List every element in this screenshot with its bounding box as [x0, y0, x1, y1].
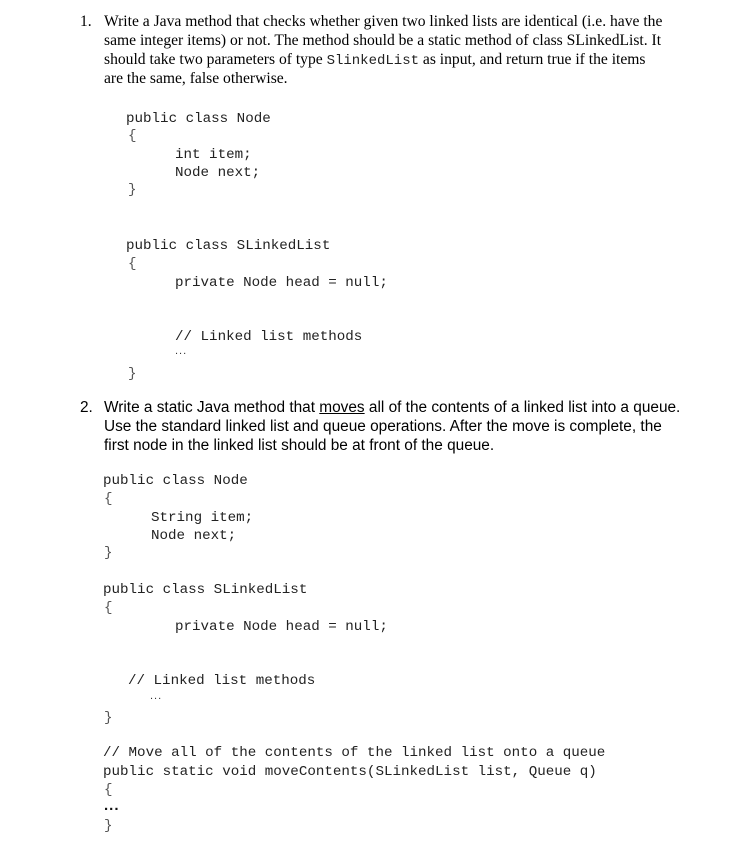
question-2-number: 2. — [80, 399, 93, 416]
node-class-declaration: public class Node — [126, 111, 271, 127]
head-field: private Node head = null; — [175, 275, 388, 291]
method-body-ellipsis: ... — [104, 797, 120, 814]
close-brace: } — [128, 182, 137, 198]
question-1-number: 1. — [80, 13, 92, 30]
ellipsis: ... — [175, 345, 188, 357]
next-field: Node next; — [175, 165, 261, 181]
methods-comment: // Linked list methods — [175, 329, 363, 345]
close-brace: } — [104, 818, 113, 834]
slinkedlist-class-declaration: public class SLinkedList — [103, 582, 308, 598]
question-2-text-line-2: Use the standard linked list and queue operations. After the move is complete, the — [104, 418, 662, 435]
open-brace: { — [104, 491, 113, 507]
close-brace: } — [104, 545, 113, 561]
head-field: private Node head = null; — [175, 619, 388, 635]
question-1-text-line-3 — [104, 50, 645, 71]
node-class-declaration: public class Node — [103, 473, 248, 489]
open-brace: { — [104, 600, 113, 616]
close-brace: } — [104, 710, 113, 726]
open-brace: { — [104, 782, 113, 798]
move-contents-comment: // Move all of the contents of the linked list onto a queue — [103, 745, 606, 761]
question-1-line-3-suffix: as input, and return true if the items — [419, 51, 646, 68]
item-field: String item; — [151, 510, 254, 526]
question-1-text-line-4: are the same, false otherwise. — [104, 70, 288, 87]
question-1-text-line-1: Write a Java method that checks whether given two linked lists are identical (i.e. have the — [104, 13, 663, 30]
question-1-text-line-2: same integer items) or not. The method should be a static method of class SLinkedList. It — [104, 32, 662, 49]
inline-code-type: SlinkedList — [326, 53, 419, 69]
open-brace: { — [128, 256, 137, 272]
question-2-text-line-3: first node in the linked list should be at front of the queue. — [104, 437, 495, 454]
ellipsis: ... — [150, 690, 163, 702]
methods-comment: // Linked list methods — [128, 673, 316, 689]
question-1-line-3-prefix: should take two parameters of type — [104, 51, 327, 68]
open-brace: { — [128, 128, 137, 144]
question-2-text-line-1 — [104, 398, 680, 417]
question-2-line-1-suffix: all of the contents of a linked list into a queue. — [364, 399, 681, 416]
slinkedlist-class-declaration: public class SLinkedList — [126, 238, 331, 254]
close-brace: } — [128, 366, 137, 382]
question-2-line-1-prefix: Write a static Java method that — [104, 399, 320, 416]
move-contents-signature: public static void moveContents(SLinkedList list, Queue q) — [103, 764, 597, 780]
next-field: Node next; — [151, 528, 237, 544]
emphasis-moves: moves — [319, 399, 365, 416]
item-field: int item; — [175, 147, 252, 163]
